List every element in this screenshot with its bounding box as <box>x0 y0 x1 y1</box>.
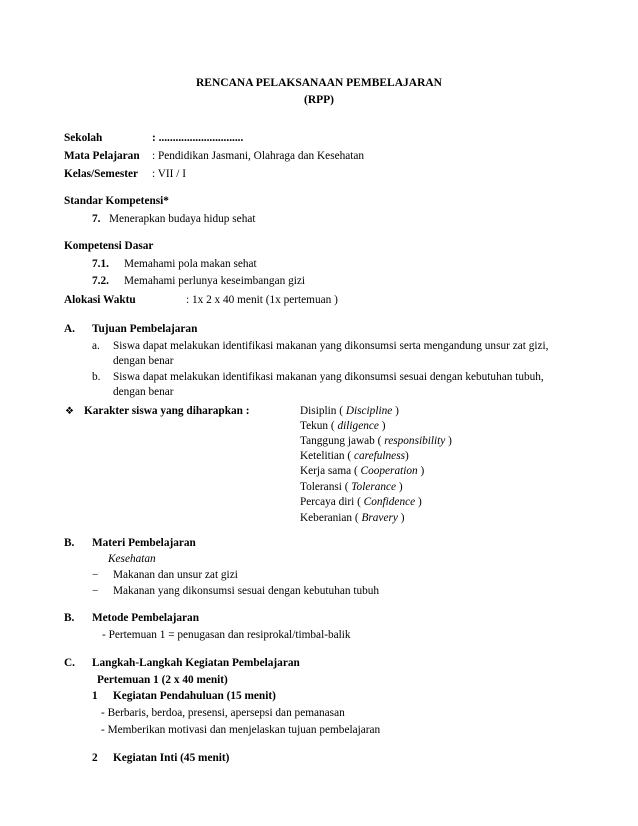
tujuan-line: Siswa dapat melakukan identifikasi makanan yang dikonsumsi serta mengandung unsur zat gizi, <box>113 340 549 352</box>
karakter-item: Disiplin ( Discipline ) <box>300 405 399 417</box>
karakter-item: Percaya diri ( Confidence ) <box>300 496 422 508</box>
kompetensi-num: 7.1. <box>92 258 109 270</box>
mapel-label: Mata Pelajaran <box>64 150 140 162</box>
sekolah-value: : .............................. <box>152 132 244 144</box>
kelas-value: : VII / I <box>152 168 186 180</box>
karakter-item: Keberanian ( Bravery ) <box>300 512 405 524</box>
tujuan-heading: Tujuan Pembelajaran <box>92 323 198 335</box>
standar-heading: Standar Kompetensi* <box>64 195 169 207</box>
materi-mark: − <box>92 569 99 581</box>
kompetensi-text: Memahami pola makan sehat <box>124 258 257 270</box>
mapel-value: : Pendidikan Jasmani, Olahraga dan Kesehatan <box>152 150 365 162</box>
kompetensi-text: Memahami perlunya keseimbangan gizi <box>124 275 306 287</box>
metode-item: - Pertemuan 1 = penugasan dan resiprokal/timbal-balik <box>102 629 351 641</box>
kegiatan-label: Kegiatan Pendahuluan (15 menit) <box>113 690 276 702</box>
alokasi-value: : 1x 2 x 40 menit (1x pertemuan ) <box>186 294 338 306</box>
kompetensi-heading: Kompetensi Dasar <box>64 240 154 252</box>
karakter-item: Toleransi ( Tolerance ) <box>300 481 403 493</box>
standar-text: Menerapkan budaya hidup sehat <box>109 213 256 225</box>
tujuan-mark: b. <box>92 371 101 383</box>
kegiatan-label: Kegiatan Inti (45 menit) <box>113 752 230 764</box>
kompetensi-num: 7.2. <box>92 275 109 287</box>
karakter-item: Tekun ( diligence ) <box>300 420 386 432</box>
materi-heading: Materi Pembelajaran <box>92 537 196 549</box>
tujuan-line: dengan benar <box>113 355 174 367</box>
pertemuan-label: Pertemuan 1 (2 x 40 menit) <box>97 674 228 686</box>
karakter-item: Ketelitian ( carefulness) <box>300 450 409 462</box>
tujuan-letter: A. <box>64 323 75 335</box>
alokasi-label: Alokasi Waktu <box>64 294 136 306</box>
langkah-letter: C. <box>64 657 75 669</box>
kelas-label: Kelas/Semester <box>64 168 139 180</box>
karakter-label: Karakter siswa yang diharapkan : <box>84 405 250 417</box>
materi-item: Makanan dan unsur zat gizi <box>113 569 238 581</box>
tujuan-mark: a. <box>92 340 100 352</box>
kegiatan-num: 2 <box>92 752 98 764</box>
metode-heading: Metode Pembelajaran <box>92 612 199 624</box>
page-title: RENCANA PELAKSANAAN PEMBELAJARAN <box>196 77 442 89</box>
kegiatan-item: - Berbaris, berdoa, presensi, apersepsi dan pemanasan <box>101 707 345 719</box>
standar-num: 7. <box>92 213 101 225</box>
materi-item: Makanan yang dikonsumsi sesuai dengan kebutuhan tubuh <box>113 585 380 597</box>
materi-letter: B. <box>64 537 75 549</box>
materi-sub: Kesehatan <box>108 553 156 565</box>
tujuan-line: Siswa dapat melakukan identifikasi makanan yang dikonsumsi sesuai dengan kebutuhan tubuh, <box>113 371 544 383</box>
diamond-bullet-icon: ❖ <box>65 406 74 417</box>
langkah-heading: Langkah-Langkah Kegiatan Pembelajaran <box>92 657 300 669</box>
kegiatan-num: 1 <box>92 690 98 702</box>
kegiatan-item: - Memberikan motivasi dan menjelaskan tujuan pembelajaran <box>101 724 381 736</box>
karakter-item: Tanggung jawab ( responsibility ) <box>300 435 452 447</box>
karakter-item: Kerja sama ( Cooperation ) <box>300 465 425 477</box>
metode-letter: B. <box>64 612 75 624</box>
page-subtitle: (RPP) <box>303 94 334 106</box>
sekolah-label: Sekolah <box>64 132 103 144</box>
materi-mark: − <box>92 585 99 597</box>
tujuan-line: dengan benar <box>113 386 174 398</box>
